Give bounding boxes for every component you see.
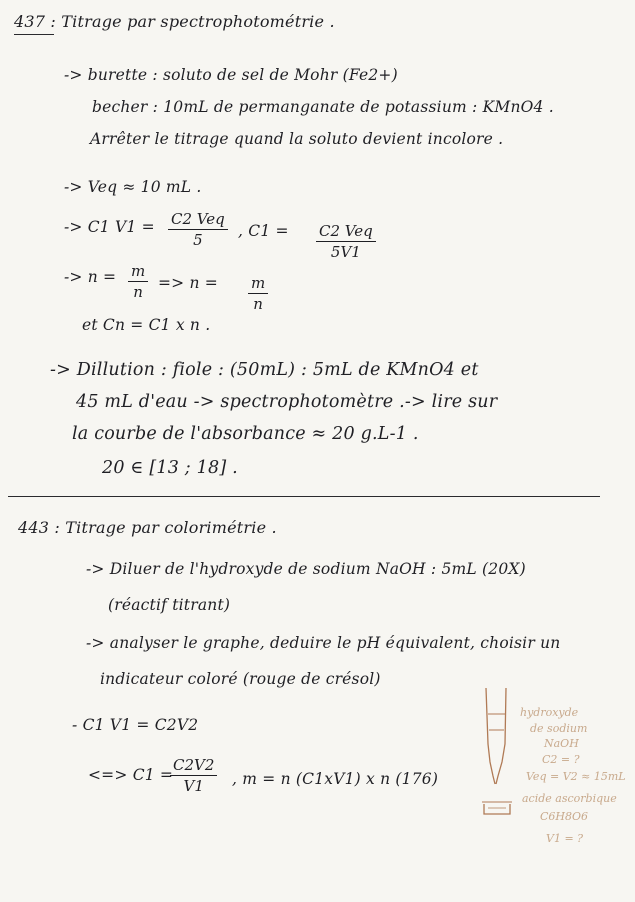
line-n-pre: -> n = — [64, 268, 117, 286]
line-courbe: la courbe de l'absorbance ≈ 20 g.L-1 . — [72, 424, 419, 444]
fraction-m-n — [128, 262, 148, 301]
title-underline — [14, 34, 54, 35]
line-m-formula: , m = n (C1xV1) x n (176) — [232, 770, 439, 788]
line-c1v1-c2v2: - C1 V1 = C2V2 — [72, 716, 199, 734]
diagram-label-c2: C2 = ? — [542, 753, 580, 766]
line-indicateur: indicateur coloré (rouge de crésol) — [100, 670, 381, 688]
line-c1-eq: , C1 = — [238, 222, 289, 240]
diagram-label-sodium: de sodium — [530, 722, 588, 735]
fraction-denominator: n — [133, 283, 143, 301]
diagram-label-formula: C6H8O6 — [540, 810, 589, 823]
line-c1-pre: <=> C1 = — [88, 766, 174, 784]
exercise-443-title: 443 : Titrage par colorimétrie . — [18, 518, 277, 537]
line-veq: -> Veq ≈ 10 mL . — [64, 178, 202, 196]
line-analyser: -> analyser le graphe, deduire le pH équivalent, choisir un — [86, 634, 561, 652]
fraction-m-n-2 — [248, 274, 268, 313]
line-burette: -> burette : soluto de sel de Mohr (Fe2+) — [64, 66, 398, 84]
fraction-numerator: m — [248, 274, 268, 294]
line-dillution: -> Dillution : fiole : (50mL) : 5mL de KMnO4 et — [50, 360, 479, 380]
line-arreter: Arrêter le titrage quand la soluto devient incolore . — [90, 130, 504, 148]
line-c1v1-pre: -> C1 V1 = — [64, 218, 155, 236]
fraction-c2veq-5v1 — [316, 222, 376, 261]
line-becher: becher : 10mL de permanganate de potassium : KMnO4 . — [92, 98, 554, 116]
fraction-denominator: n — [253, 295, 263, 313]
line-interval: 20 ∈ [13 ; 18] . — [102, 458, 238, 478]
line-cn: et Cn = C1 x n . — [82, 316, 211, 334]
exercise-437-title: 437 : Titrage par spectrophotométrie . — [14, 12, 335, 31]
line-n-mid: => n = — [158, 274, 218, 292]
fraction-numerator: m — [128, 262, 148, 282]
diagram-label-acide: acide ascorbique — [522, 792, 617, 805]
fraction-denominator: 5V1 — [330, 243, 361, 261]
diagram-label-veq: Veq = V2 ≈ 15mL — [526, 770, 626, 783]
line-diluer: -> Diluer de l'hydroxyde de sodium NaOH : 5mL (20X) — [86, 560, 526, 578]
section-divider — [8, 496, 600, 497]
line-eau: 45 mL d'eau -> spectrophotomètre .-> lire sur — [76, 392, 498, 412]
diagram-label-v1: V1 = ? — [546, 832, 584, 845]
diagram-label-hydroxyde: hydroxyde — [520, 706, 579, 719]
fraction-numerator: C2 Veq — [316, 222, 376, 242]
burette-sketch-icon — [480, 686, 516, 836]
fraction-c2veq-5 — [168, 210, 228, 249]
fraction-numerator: C2V2 — [170, 756, 217, 776]
fraction-denominator: V1 — [183, 777, 204, 795]
fraction-c2v2-v1 — [170, 756, 217, 795]
fraction-denominator: 5 — [193, 231, 203, 249]
fraction-numerator: C2 Veq — [168, 210, 228, 230]
diagram-label-naoh: NaOH — [544, 737, 579, 750]
line-reactif: (réactif titrant) — [108, 596, 231, 614]
